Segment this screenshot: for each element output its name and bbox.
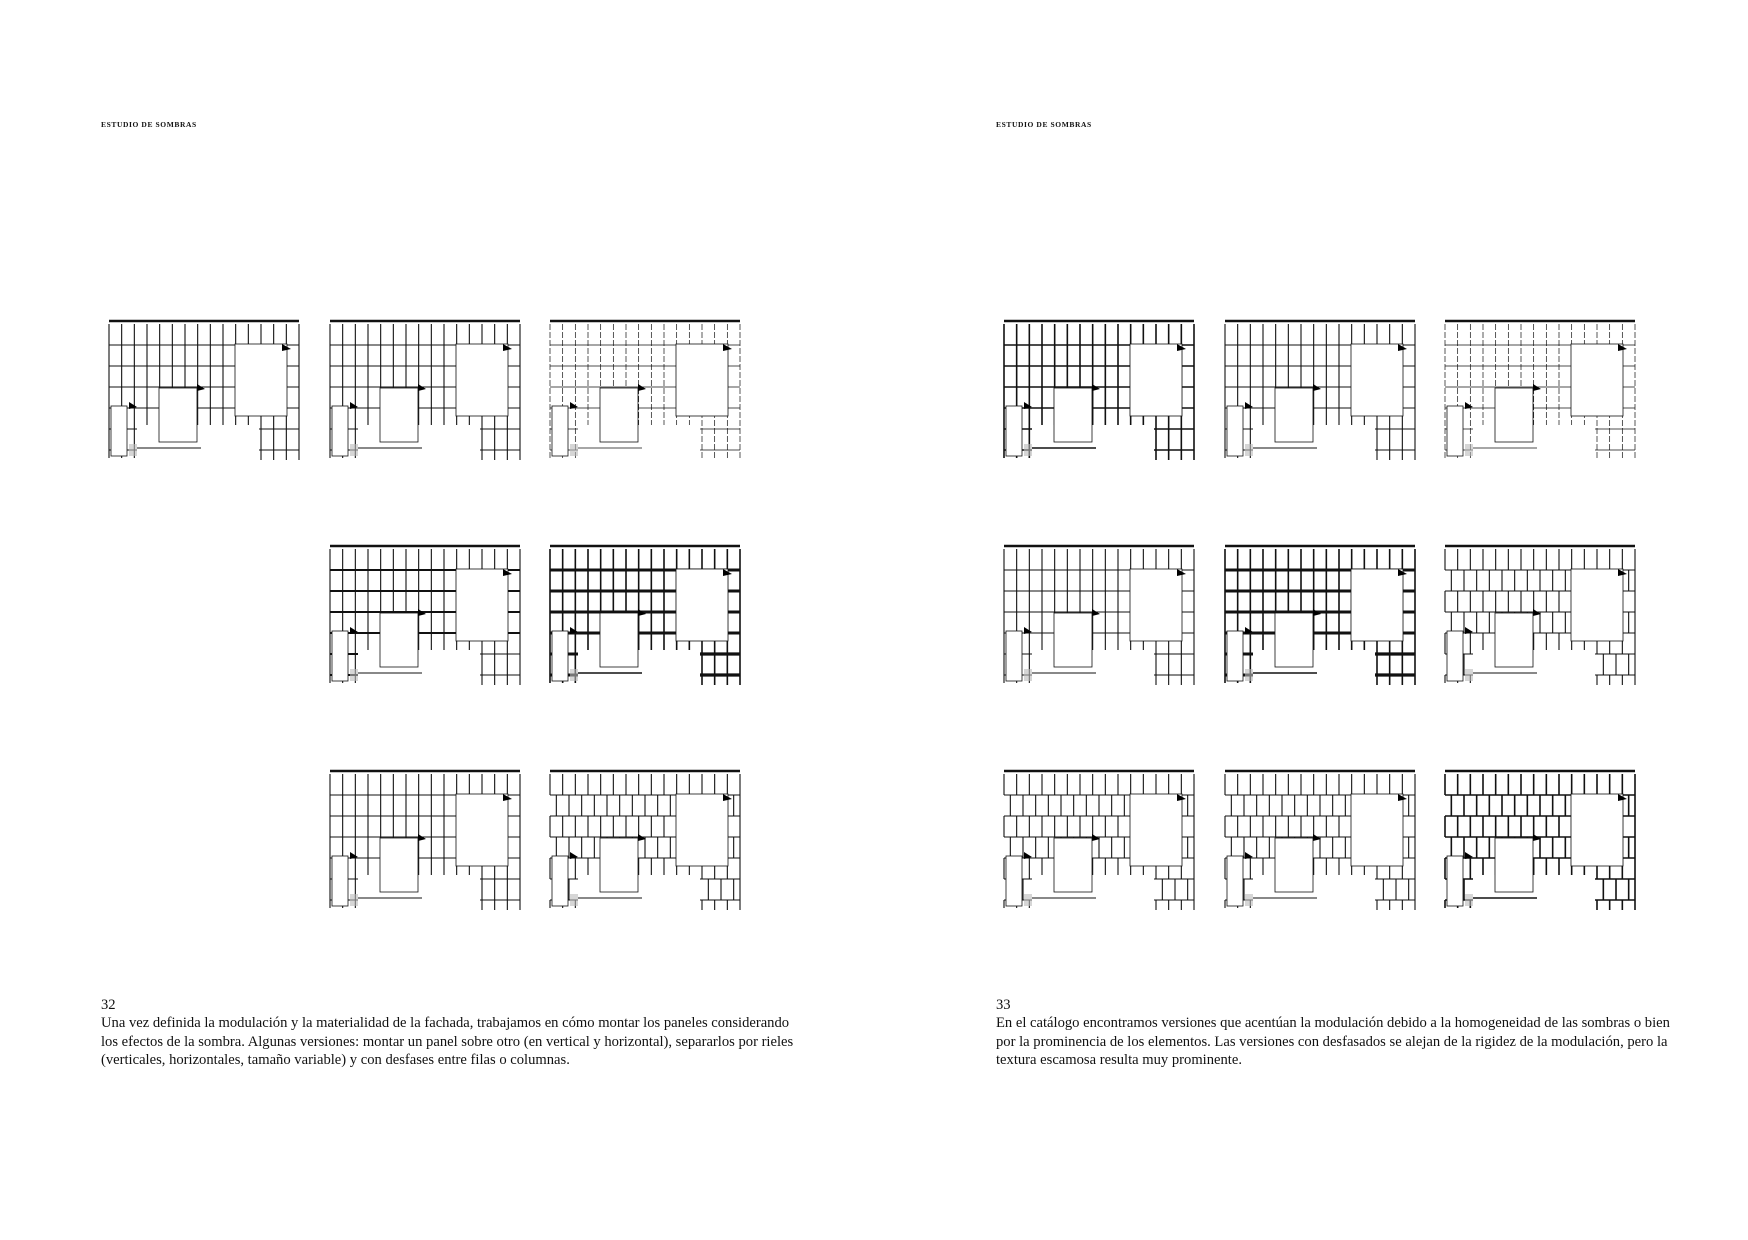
facade-drawing-33-1 <box>1004 320 1194 465</box>
right-page <box>874 0 1748 1240</box>
facade-drawing-32-3 <box>550 320 740 465</box>
facade-drawing-33-8 <box>1225 770 1415 915</box>
figure-number-33: 33 <box>996 997 1011 1013</box>
facade-drawing-32-6 <box>330 770 520 915</box>
caption-text-32: Una vez definida la modulación y la materialidad de la fachada, trabajamos en cómo montar los paneles considerando los efectos de la sombra. Algunas versiones: montar un panel sobre otro (en vertical y horizontal), separarlos por rieles (verticales, horizontales, tamaño variable) y con desfases entre filas o columnas. <box>101 1015 794 1069</box>
facade-drawing-33-7 <box>1004 770 1194 915</box>
facade-drawing-32-4 <box>330 545 520 690</box>
facade-drawing-33-3 <box>1445 320 1635 465</box>
facade-drawing-33-2 <box>1225 320 1415 465</box>
caption-text-33: En el catálogo encontramos versiones que acentúan la modulación debido a la homogeneidad de las sombras o bien por la prominencia de los elementos. Las versiones con desfasados se alejan de la rigidez de la modulación, pero la textura escamosa resulta muy prominente. <box>996 1015 1670 1069</box>
facade-drawing-32-1 <box>109 320 299 465</box>
facade-drawing-32-7 <box>550 770 740 915</box>
facade-drawing-32-5 <box>550 545 740 690</box>
facade-drawing-33-6 <box>1445 545 1635 690</box>
figure-number-32: 32 <box>101 997 116 1013</box>
facade-drawing-33-4 <box>1004 545 1194 690</box>
caption-32 <box>101 996 801 1070</box>
facade-drawing-33-9 <box>1445 770 1635 915</box>
running-head-right: ESTUDIO DE SOMBRAS <box>996 120 1092 129</box>
caption-33 <box>996 996 1686 1070</box>
facade-drawing-32-2 <box>330 320 520 465</box>
facade-drawing-33-5 <box>1225 545 1415 690</box>
running-head-left: ESTUDIO DE SOMBRAS <box>101 120 197 129</box>
